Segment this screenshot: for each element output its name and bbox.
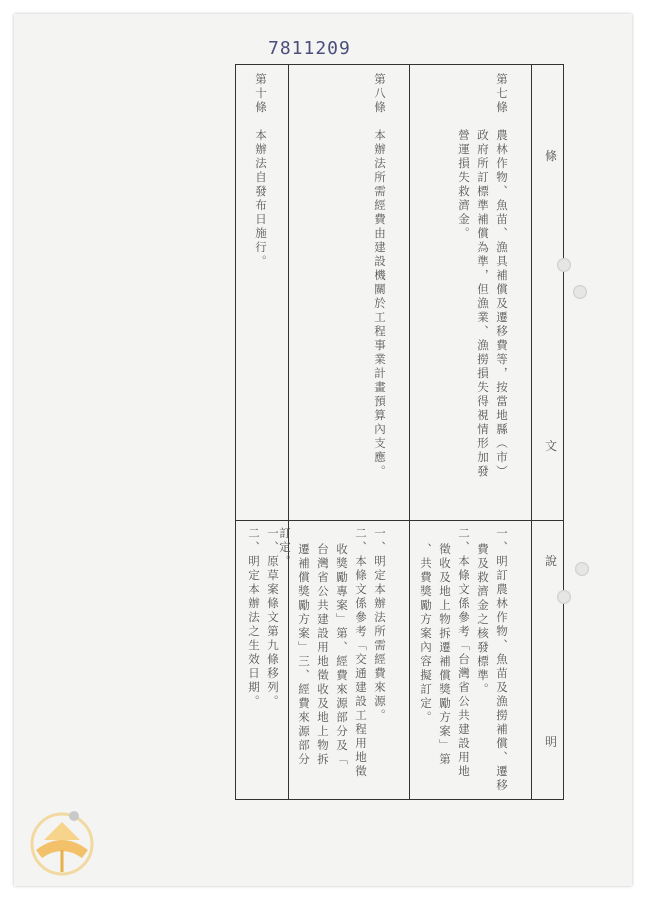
explanation-8-line-6-text: 訂定。 (278, 527, 292, 569)
explanation-7-line-2: 費及救濟金之核發標準。 (476, 543, 490, 697)
explanation-10-line-1: 一、原草案條文第九條移列。 (266, 527, 280, 709)
explanation-7-line-5: 、共費獎勵方案內容擬訂定。 (419, 543, 433, 725)
explanation-8-line-4: 台灣省公共建設用地徵收及地上物拆 (316, 543, 330, 767)
punch-hole (557, 590, 571, 604)
column-divider (288, 65, 289, 799)
punch-hole (575, 562, 589, 576)
explanation-header-char-1: 說 (545, 554, 558, 568)
article-7-line-1: 第七條 農林作物、魚苗、漁具補償及遷移費等，按當地縣（市） (495, 73, 509, 479)
explanation-7-line-3: 二、本條文係參考「台灣省公共建設用地 (457, 527, 471, 779)
document-number: 7811209 (268, 38, 351, 59)
archive-logo-icon (22, 800, 102, 880)
article-7-line-3: 營運損失救濟金。 (457, 129, 471, 241)
explanation-7-line-4: 徵收及地上物拆遷補償獎勵方案」第 (438, 543, 452, 767)
article-8-line-1: 第八條 本辦法所需經費由建設機關於工程事業計畫預算內支應。 (373, 73, 387, 479)
explanation-10-line-2: 二、明定本辦法之生效日期。 (247, 527, 261, 709)
header-column-divider (531, 65, 532, 799)
regulation-table (235, 64, 564, 800)
explanation-8-line-2: 二、本條文係參考「交通建設工程用地徵 (354, 527, 368, 779)
explanation-7-line-1: 一、明訂農林作物、魚苗及漁撈補償、遷移 (495, 527, 509, 793)
explanation-8-line-5: 遷補償獎勵方案」三、經費來源部分 (297, 543, 311, 767)
explanation-8-line-1: 一、明定本辦法所需經費來源。 (373, 527, 387, 723)
article-header-char-1: 條 (545, 149, 558, 163)
article-header-char-2: 文 (545, 439, 558, 453)
punch-hole (573, 285, 587, 299)
column-divider (409, 65, 410, 799)
explanation-header-char-2: 明 (545, 735, 558, 749)
article-10-line-1: 第十條 本辦法自發布日施行。 (254, 73, 268, 269)
row-divider (236, 520, 563, 521)
punch-hole (557, 258, 571, 272)
explanation-8-line-3: 收獎勵專案」第、經費來源部分及「 (335, 543, 349, 767)
article-7-line-2: 政府所訂標準補償為準，但漁業、漁撈損失得視情形加發 (476, 129, 490, 479)
